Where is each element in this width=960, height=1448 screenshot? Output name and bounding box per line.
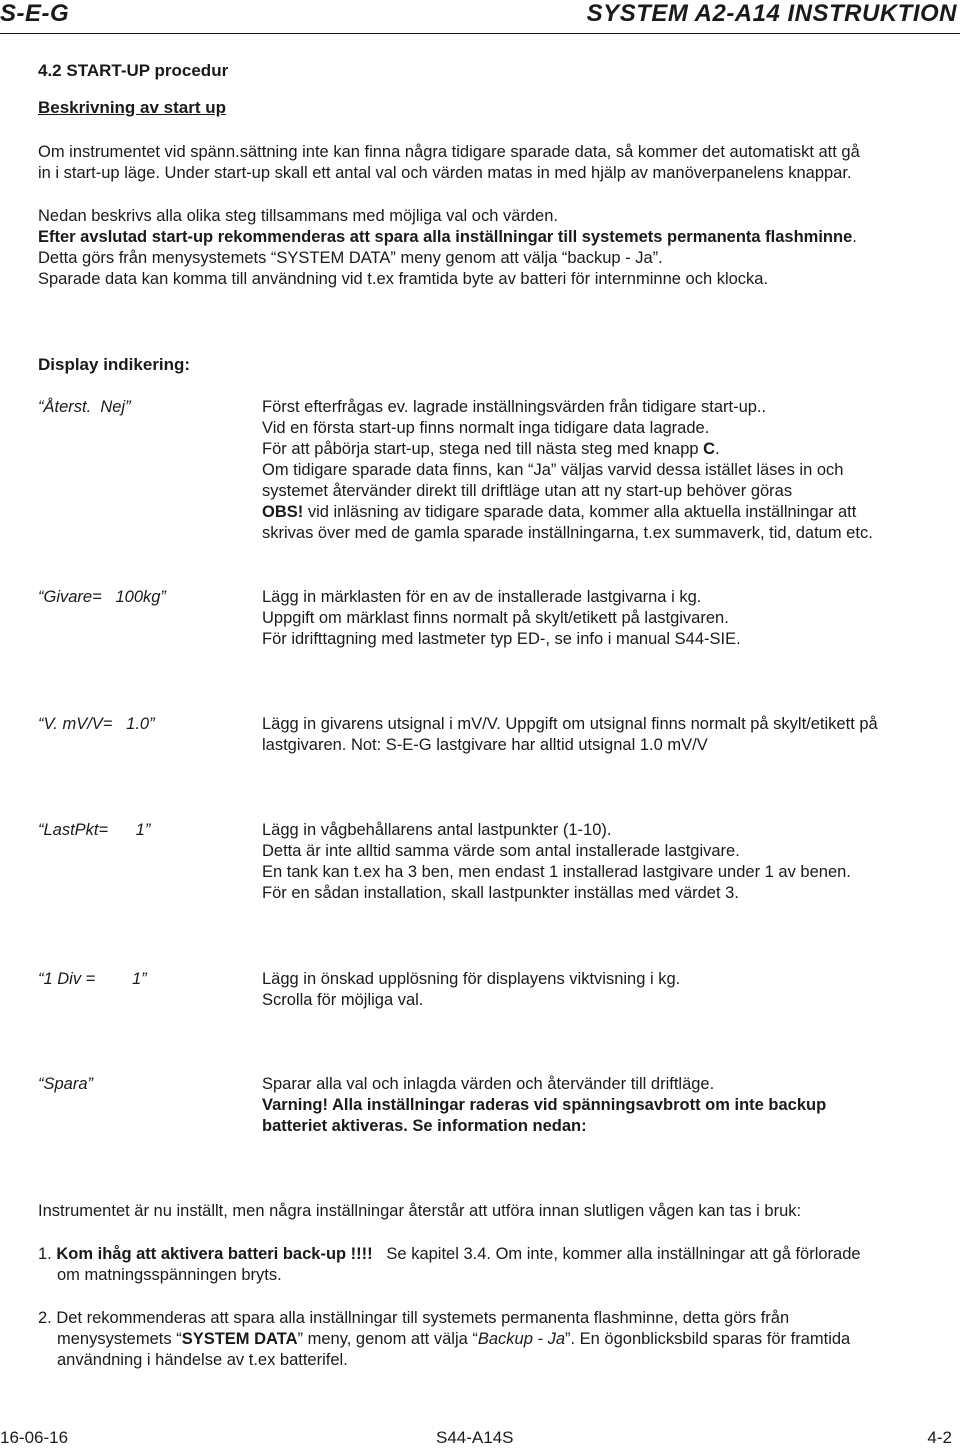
item-number: 2. — [38, 1309, 52, 1327]
item-text: ”. En ögonblicksbild sparas för framtida — [565, 1330, 851, 1348]
desc-line: För en sådan installation, skall lastpunkter inställas med värdet 3. — [262, 884, 739, 902]
desc-line: skrivas över med de gamla sparade inställningarna, t.ex summaverk, tid, datum etc. — [262, 524, 873, 542]
entry-label-div: “1 Div = 1” — [38, 970, 147, 988]
item-line — [38, 1308, 953, 1329]
page-header — [0, 0, 960, 30]
header-rule — [0, 33, 960, 34]
intro-paragraph — [38, 142, 953, 184]
desc-text: För att påbörja start-up, stega ned till nästa steg med knapp — [262, 440, 704, 458]
item-text: Se kapitel 3.4. Om inte, kommer alla inställningar att gå förlorade — [372, 1245, 861, 1263]
header-right-title: SYSTEM A2-A14 INSTRUKTION — [586, 0, 957, 27]
item-text: Det rekommenderas att spara alla inställningar till systemets permanenta flashminne, detta görs från — [56, 1309, 790, 1327]
item-text: menysystemets “ — [57, 1330, 182, 1348]
obs-label: OBS! — [262, 503, 304, 521]
intro-bold-end: . — [852, 228, 857, 246]
desc-line — [262, 502, 952, 523]
desc-line: systemet återvänder direkt till driftläge utan att ny start-up behöver göras — [262, 482, 793, 500]
desc-line — [262, 439, 952, 460]
footer-page-number: 4-2 — [927, 1428, 952, 1447]
desc-text: . — [715, 440, 720, 458]
desc-text: vid inläsning av tidigare sparade data, kommer alla aktuella inställningar att — [303, 503, 857, 521]
footer-doc-id: S44-A14S — [436, 1428, 514, 1447]
entry-desc-mvv — [262, 714, 952, 756]
item-number: 1. — [38, 1245, 52, 1263]
backup-ja-label: Backup - Ja — [477, 1330, 565, 1348]
item-text: ” meny, genom att välja “ — [297, 1330, 478, 1348]
intro-paragraph-2 — [38, 206, 953, 290]
desc-line: För idrifttagning med lastmeter typ ED-, se info i manual S44-SIE. — [262, 630, 741, 648]
intro-line: Sparade data kan komma till användning vid t.ex framtida byte av batteri för internminne och klocka. — [38, 270, 769, 288]
desc-line: Sparar alla val och inlagda värden och återvänder till driftläge. — [262, 1075, 715, 1093]
desc-line: Scrolla för möjliga val. — [262, 991, 424, 1009]
entry-desc-lastpkt — [262, 820, 952, 904]
desc-line: Lägg in önskad upplösning för displayens viktvisning i kg. — [262, 970, 681, 988]
desc-line: Lägg in givarens utsignal i mV/V. Uppgift om utsignal finns normalt på skylt/etikett på — [262, 715, 878, 733]
entry-label-spara: “Spara” — [38, 1075, 94, 1093]
key-c: C — [703, 440, 716, 458]
header-left-title: S-E-G — [0, 0, 70, 27]
desc-line: Detta är inte alltid samma värde som antal installerade lastgivare. — [262, 842, 740, 860]
entry-label-lastpkt: “LastPkt= 1” — [38, 821, 151, 839]
intro-line-bold — [38, 227, 953, 248]
intro-line: Om instrumentet vid spänn.sättning inte kan finna några tidigare sparade data, så kommer det automatiskt att gå — [38, 143, 860, 161]
intro-line: Nedan beskrivs alla olika steg tillsammans med möjliga val och värden. — [38, 207, 558, 225]
closing-item-1 — [38, 1244, 953, 1286]
item-bold: Kom ihåg att aktivera batteri back-up !!!! — [56, 1245, 373, 1263]
entry-desc-givare — [262, 587, 952, 650]
entry-label-givare: “Givare= 100kg” — [38, 588, 166, 606]
desc-line: Först efterfrågas ev. lagrade inställningsvärden från tidigare start-up.. — [262, 398, 767, 416]
subsection-title: Beskrivning av start up — [38, 98, 227, 117]
desc-line: Lägg in märklasten för en av de installerade lastgivarna i kg. — [262, 588, 702, 606]
desc-line: En tank kan t.ex ha 3 ben, men endast 1 installerad lastgivare under 1 av benen. — [262, 863, 851, 881]
closing-item-2 — [38, 1308, 953, 1371]
system-data-label: SYSTEM DATA — [181, 1330, 298, 1348]
desc-line: lastgivaren. Not: S-E-G lastgivare har alltid utsignal 1.0 mV/V — [262, 736, 708, 754]
intro-line: in i start-up läge. Under start-up skall ett antal val och värden matas in med hjälp av manöverpanelens knappar. — [38, 164, 852, 182]
desc-line: Lägg in vågbehållarens antal lastpunkter (1-10). — [262, 821, 612, 839]
display-heading: Display indikering: — [38, 355, 191, 374]
entry-desc-div — [262, 969, 952, 1011]
entry-label-mvv: “V. mV/V= 1.0” — [38, 715, 155, 733]
item-line: om matningsspänningen bryts. — [57, 1266, 282, 1284]
entry-desc-spara — [262, 1074, 952, 1137]
intro-line: Detta görs från menysystemets “SYSTEM DATA” meny genom att välja “backup - Ja”. — [38, 249, 663, 267]
footer-date: 16-06-16 — [0, 1428, 69, 1447]
section-title: 4.2 START-UP procedur — [38, 61, 229, 80]
warning-line: batteriet aktiveras. Se information nedan: — [262, 1117, 587, 1135]
desc-line: Vid en första start-up finns normalt inga tidigare data lagrade. — [262, 419, 710, 437]
intro-bold-text: Efter avslutad start-up rekommenderas att spara alla inställningar till systemets permanenta flashminne — [38, 228, 853, 246]
desc-line: Uppgift om märklast finns normalt på skylt/etikett på lastgivaren. — [262, 609, 729, 627]
closing-intro: Instrumentet är nu inställt, men några inställningar återstår att utföra innan slutligen vågen kan tas i bruk: — [38, 1202, 802, 1220]
item-line — [38, 1329, 953, 1350]
desc-line: Om tidigare sparade data finns, kan “Ja” väljas varvid dessa istället läses in och — [262, 461, 844, 479]
entry-label-aterst: “Återst. Nej” — [38, 398, 131, 416]
item-line — [38, 1244, 953, 1265]
warning-line: Varning! Alla inställningar raderas vid spänningsavbrott om inte backup — [262, 1096, 827, 1114]
entry-desc-aterst — [262, 397, 952, 544]
item-line: användning i händelse av t.ex batterifel. — [57, 1351, 348, 1369]
